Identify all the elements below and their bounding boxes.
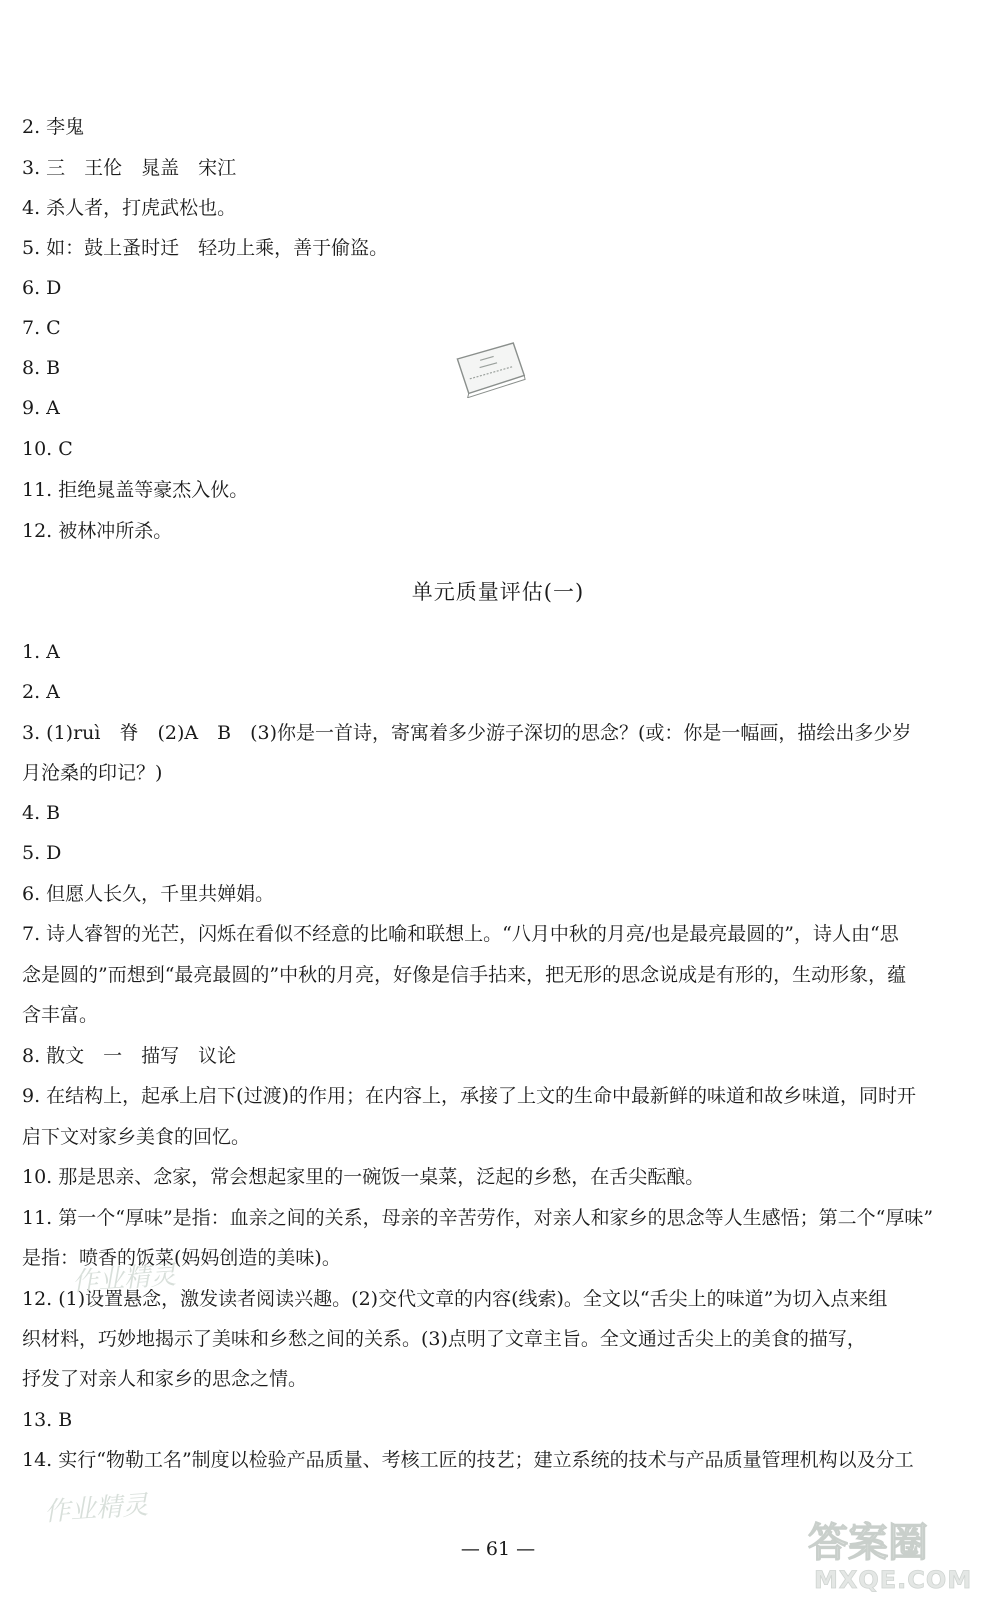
answer-line: 4. 杀人者，打虎武松也。 [22, 197, 237, 219]
watermark-url: MXQE.COM [814, 1566, 973, 1594]
answer-line: 8. 散文 一 描写 议论 [22, 1045, 237, 1067]
answer-line: 9. A [22, 397, 60, 419]
answer-line: 是指：喷香的饭菜(妈妈创造的美味)。 [22, 1247, 341, 1269]
answer-line: 12. 被林冲所杀。 [22, 520, 173, 542]
answer-line: 抒发了对亲人和家乡的思念之情。 [22, 1368, 308, 1390]
answer-line: 织材料，巧妙地揭示了美味和乡愁之间的关系。(3)点明了文章主旨。全文通过舌尖上的美食的描写， [22, 1328, 866, 1350]
answer-line: 10. C [22, 438, 73, 460]
answer-line: 启下文对家乡美食的回忆。 [22, 1126, 251, 1148]
answer-line: 14. 实行“物勒工名”制度以检验产品质量、考核工匠的技艺；建立系统的技术与产品质量管理机构以及分工 [22, 1449, 914, 1471]
answer-line: 7. C [22, 317, 61, 339]
answer-line: 7. 诗人睿智的光芒，闪烁在看似不经意的比喻和联想上。“八月中秋的月亮/也是最亮最圆的”，诗人由“思 [22, 923, 899, 945]
answer-line: 月沧桑的印记？) [22, 762, 163, 784]
watermark-text: 作业精灵 [71, 1260, 178, 1298]
answer-line: 5. D [22, 842, 62, 864]
answer-line: 12. (1)设置悬念，激发读者阅读兴趣。(2)交代文章的内容(线索)。全文以“舌尖上的味道”为切入点来组 [22, 1288, 888, 1310]
page-number: — 61 — [460, 1538, 536, 1560]
answer-line: 6. 但愿人长久，千里共婵娟。 [22, 883, 275, 905]
watermark-logo-icon [800, 1508, 990, 1596]
answer-line: 念是圆的”而想到“最亮最圆的”中秋的月亮，好像是信手拈来，把无形的思念说成是有形的，生动形象，蕴 [22, 964, 907, 986]
answer-line: 2. 李鬼 [22, 116, 85, 138]
stamp-icon [452, 338, 532, 398]
answer-line: 含丰富。 [22, 1004, 99, 1026]
section-title: 单元质量评估(一) [411, 580, 585, 604]
answer-line: 5. 如：鼓上蚤时迁 轻功上乘，善于偷盗。 [22, 237, 389, 259]
answer-line: 13. B [22, 1409, 73, 1431]
answer-line: 8. B [22, 357, 61, 379]
answer-line: 4. B [22, 802, 61, 824]
watermark-text: 作业精灵 [43, 1490, 150, 1528]
answer-line: 9. 在结构上，起承上启下(过渡)的作用；在内容上，承接了上文的生命中最新鲜的味道和故乡味道，同时开 [22, 1085, 916, 1107]
answer-line: 11. 第一个“厚味”是指：血亲之间的关系，母亲的辛苦劳作，对亲人和家乡的思念等人生感悟；第二个“厚味” [22, 1207, 934, 1229]
answer-line: 10. 那是思亲、念家，常会想起家里的一碗饭一桌菜，泛起的乡愁，在舌尖酝酿。 [22, 1166, 705, 1188]
answer-line: 11. 拒绝晁盖等豪杰入伙。 [22, 479, 249, 501]
answer-line: 1. A [22, 641, 60, 663]
answer-line: 2. A [22, 681, 60, 703]
answer-line: 6. D [22, 277, 62, 299]
answer-line: 3. 三 王伦 晁盖 宋江 [22, 157, 237, 179]
watermark-brand: 答案圈 [808, 1520, 928, 1566]
answer-line: 3. (1)ruì 脊 (2)A B (3)你是一首诗，寄寓着多少游子深切的思念？(或：你是一幅画，描绘出多少岁 [22, 722, 912, 744]
